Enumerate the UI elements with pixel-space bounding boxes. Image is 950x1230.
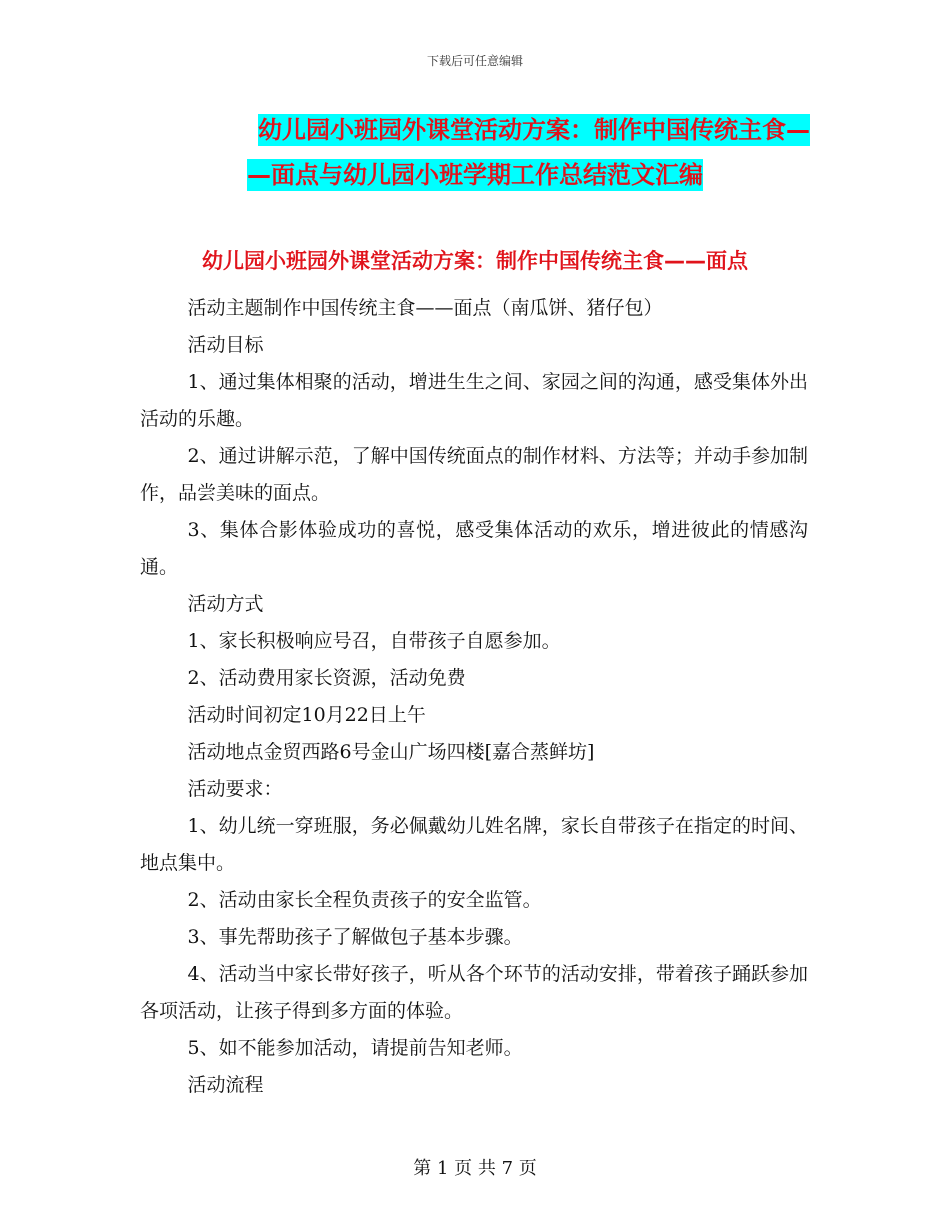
paragraph: 2、活动由家长全程负责孩子的安全监管。	[187, 889, 542, 911]
paragraph: 活动方式	[187, 593, 264, 615]
page-header: 下载后可任意编辑	[426, 54, 523, 68]
paragraph: 活动地点金贸西路6号金山广场四楼[嘉合蒸鲜坊]	[187, 741, 595, 763]
document-title-line-1	[140, 108, 810, 152]
paragraph: 活动目标	[187, 334, 264, 356]
page-footer: 第 1 页 共 7 页	[413, 1158, 537, 1179]
paragraph: 2、活动费用家长资源，活动免费	[187, 667, 466, 689]
paragraph: 2、通过讲解示范，了解中国传统面点的制作材料、方法等；并动手参加制作，品尝美味的面点。	[140, 445, 808, 504]
document-body	[140, 290, 808, 1104]
document-title-line-2	[140, 153, 810, 197]
title-line-1-text: 幼儿园小班园外课堂活动方案：制作中国传统主食—	[258, 116, 810, 144]
paragraph: 活动流程	[187, 1074, 264, 1096]
paragraph: 活动时间初定10月22日上午	[187, 704, 426, 726]
paragraph: 1、通过集体相聚的活动，增进生生之间、家园之间的沟通，感受集体外出活动的乐趣。	[140, 371, 808, 430]
paragraph: 5、如不能参加活动，请提前告知老师。	[187, 1037, 523, 1059]
paragraph: 1、家长积极响应号召，自带孩子自愿参加。	[187, 630, 561, 652]
paragraph: 活动要求：	[187, 778, 283, 800]
paragraph: 4、活动当中家长带好孩子，听从各个环节的活动安排，带着孩子踊跃参加各项活动，让孩子得到多方面的体验。	[140, 963, 808, 1022]
paragraph: 1、幼儿统一穿班服，务必佩戴幼儿姓名牌，家长自带孩子在指定的时间、地点集中。	[140, 815, 808, 874]
section-title: 幼儿园小班园外课堂活动方案：制作中国传统主食——面点	[202, 249, 748, 273]
paragraph: 3、集体合影体验成功的喜悦，感受集体活动的欢乐，增进彼此的情感沟通。	[140, 519, 808, 578]
paragraph: 活动主题制作中国传统主食——面点（南瓜饼、猪仔包）	[187, 297, 663, 319]
title-line-2-text: —面点与幼儿园小班学期工作总结范文汇编	[247, 161, 703, 189]
paragraph: 3、事先帮助孩子了解做包子基本步骤。	[187, 926, 523, 948]
